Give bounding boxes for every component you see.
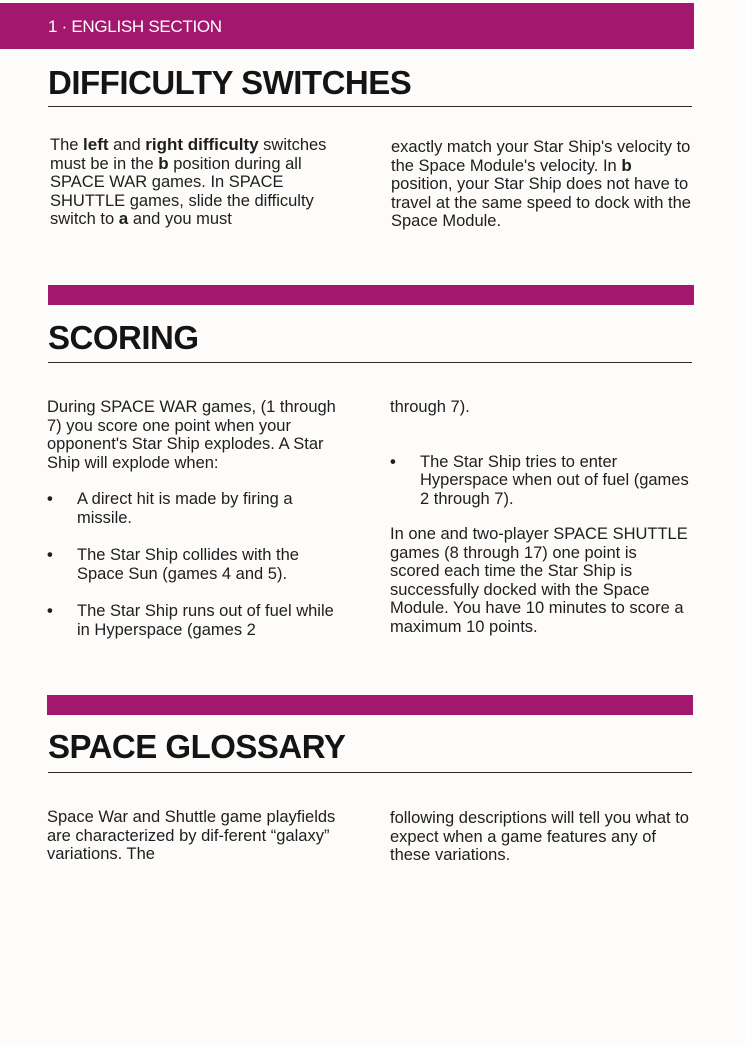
spacer xyxy=(47,472,343,490)
text-span: and xyxy=(108,136,146,154)
scoring-bullet-list xyxy=(47,490,343,639)
text-span: position, your Star Ship does not have to travel at the same speed to dock with the Space Module. xyxy=(391,175,691,230)
bullet-glyph: • xyxy=(47,490,53,508)
scoring-right-column xyxy=(390,398,690,636)
list-item-text: The Star Ship runs out of fuel while in Hyperspace (games 2 xyxy=(77,602,334,639)
text-span: exactly match your Star Ship's velocity to the Space Module's velocity. In xyxy=(391,138,691,175)
difficulty-title-rule xyxy=(48,106,692,107)
bullet-glyph: • xyxy=(47,546,53,564)
list-item xyxy=(47,546,343,583)
difficulty-switches-title: DIFFICULTY SWITCHES xyxy=(48,64,412,101)
spacer xyxy=(390,417,690,453)
glossary-left-paragraph: Space War and Shuttle game playfields are characterized by dif-ferent “galaxy” variations. The xyxy=(47,808,336,863)
text-span: position during all SPACE WAR games. In SPACE SHUTTLE games, slide the difficulty switch to xyxy=(50,154,314,228)
glossary-left-column xyxy=(47,808,347,864)
section-header-band xyxy=(0,3,694,49)
left-term: left xyxy=(83,135,109,154)
right-difficulty-term: right difficulty xyxy=(145,135,259,154)
section-divider-band xyxy=(48,285,694,305)
scoring-right-bullet-list xyxy=(390,453,690,509)
difficulty-right-paragraph xyxy=(391,138,691,231)
bullet-glyph: • xyxy=(47,602,53,620)
a-term: a xyxy=(118,209,129,228)
difficulty-left-paragraph xyxy=(50,136,350,229)
b-term: b xyxy=(621,155,632,175)
list-item xyxy=(390,453,690,509)
list-item-text: A direct hit is made by firing a missile. xyxy=(77,490,293,527)
scoring-intro: During SPACE WAR games, (1 through 7) you score one point when your opponent's Star Ship explodes. A Star Ship will explode when: xyxy=(47,398,336,472)
scoring-shuttle-paragraph: In one and two-player SPACE SHUTTLE games (8 through 17) one point is scored each time the Star Ship is successfully docked with the Space Module. You have 10 minutes to score a maximum 10 points. xyxy=(390,525,688,636)
text-span: The xyxy=(50,136,84,154)
difficulty-right-column xyxy=(391,138,691,231)
list-item-text: The Star Ship collides with the Space Sun (games 4 and 5). xyxy=(77,546,299,583)
section-divider-band xyxy=(47,695,693,715)
scoring-title-rule xyxy=(48,362,692,363)
glossary-right-paragraph: following descriptions will tell you what to expect when a game features any of these variations. xyxy=(390,809,689,864)
list-item-text: The Star Ship tries to enter Hyperspace when out of fuel (games 2 through 7). xyxy=(420,452,689,508)
b-term: b xyxy=(158,153,169,173)
list-item xyxy=(47,490,343,527)
glossary-title-rule xyxy=(48,772,692,773)
list-item xyxy=(47,602,343,639)
text-span: switches must be in the xyxy=(50,136,327,173)
text-span: and you must xyxy=(128,210,232,228)
bullet-glyph: • xyxy=(390,452,396,471)
scoring-continuation: through 7). xyxy=(390,398,470,416)
scoring-left-column xyxy=(47,398,343,658)
scoring-title: SCORING xyxy=(48,319,199,356)
glossary-right-column xyxy=(390,809,690,865)
difficulty-left-column xyxy=(50,136,350,229)
section-header-label: 1 · ENGLISH SECTION xyxy=(48,17,222,36)
space-glossary-title: SPACE GLOSSARY xyxy=(48,728,346,765)
